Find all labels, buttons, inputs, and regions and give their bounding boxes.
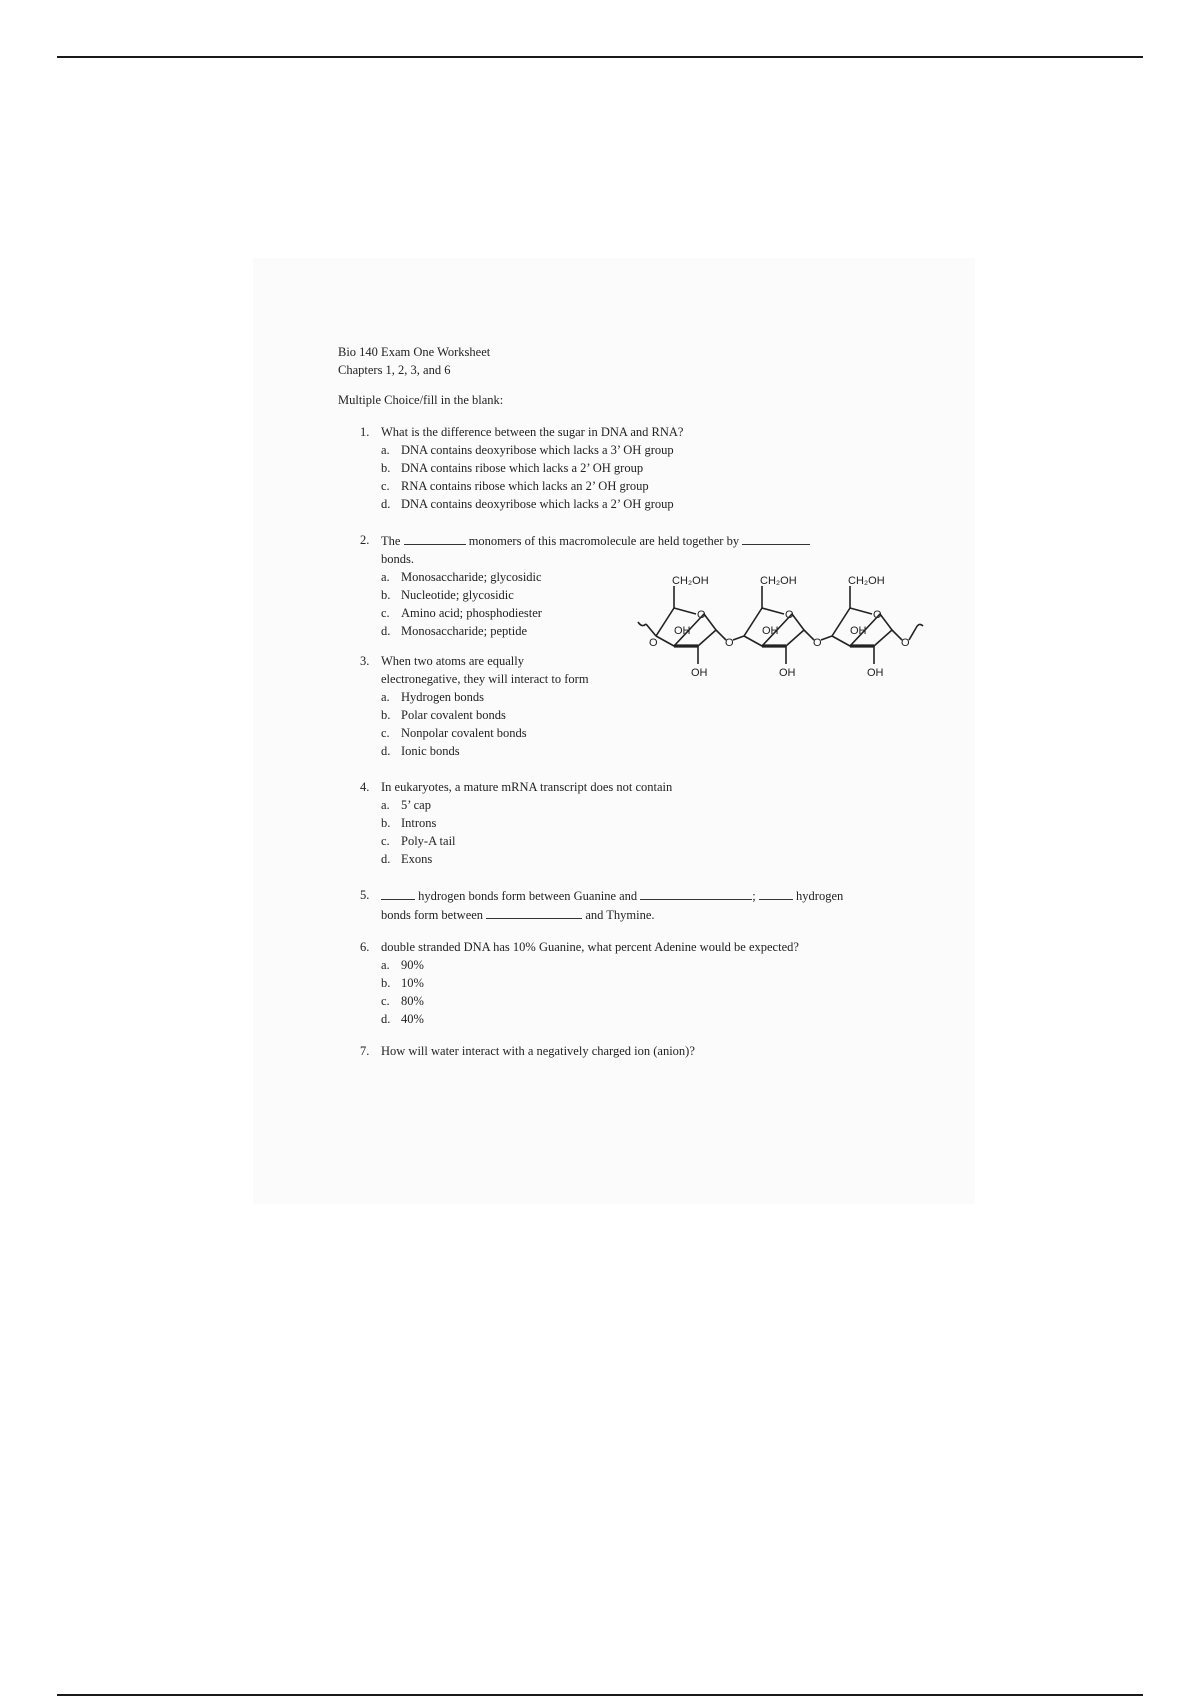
- section-label: Multiple Choice/fill in the blank:: [338, 393, 504, 407]
- option-text: Monosaccharide; peptide: [401, 624, 527, 638]
- option-letter: a.: [381, 443, 390, 457]
- answer-blank[interactable]: [742, 531, 810, 545]
- ch2oh-label: CH₂OH: [672, 575, 709, 587]
- question-7: [338, 1042, 898, 1060]
- option-text: 80%: [401, 994, 424, 1008]
- option-text: Poly-A tail: [401, 834, 456, 848]
- option-letter: a.: [381, 570, 390, 584]
- option-c[interactable]: [381, 477, 898, 495]
- question-1: [338, 423, 898, 441]
- question-text: In eukaryotes, a mature mRNA transcript does not contain: [381, 780, 673, 794]
- question-5: [338, 886, 898, 924]
- question-text-part-2: ;: [752, 889, 756, 903]
- question-text-part-5: and Thymine.: [585, 908, 655, 922]
- option-text: 40%: [401, 1012, 424, 1026]
- option-b[interactable]: [381, 706, 898, 724]
- polysaccharide-diagram: [634, 572, 924, 678]
- ch2oh-label: CH₂OH: [760, 575, 797, 587]
- option-text: Nucleotide; glycosidic: [401, 588, 514, 602]
- option-b[interactable]: [381, 459, 898, 477]
- question-text-part-1: hydrogen bonds form between Guanine and: [418, 889, 638, 903]
- question-2: [338, 531, 898, 568]
- option-letter: c.: [381, 606, 390, 620]
- question-text-post: bonds.: [381, 552, 414, 566]
- question-number: 6.: [360, 940, 370, 954]
- glycosidic-oxygen-label: O: [901, 637, 910, 649]
- option-text: Introns: [401, 816, 437, 830]
- option-a[interactable]: [381, 956, 898, 974]
- option-letter: d.: [381, 1012, 391, 1026]
- worksheet-content: [338, 343, 898, 1060]
- question-number: 1.: [360, 425, 370, 439]
- option-letter: c.: [381, 994, 390, 1008]
- option-c[interactable]: [381, 724, 898, 742]
- question-text-part-4: bonds form between: [381, 908, 484, 922]
- option-text: RNA contains ribose which lacks an 2’ OH group: [401, 479, 649, 493]
- answer-blank[interactable]: [404, 531, 466, 545]
- option-d[interactable]: [381, 495, 898, 513]
- option-text: Exons: [401, 852, 433, 866]
- option-text: Ionic bonds: [401, 744, 460, 758]
- question-text: double stranded DNA has 10% Guanine, what percent Adenine would be expected?: [381, 940, 799, 954]
- glycosidic-oxygen-label: O: [725, 637, 734, 649]
- option-letter: a.: [381, 958, 390, 972]
- option-b[interactable]: [381, 974, 898, 992]
- option-d[interactable]: [381, 850, 898, 868]
- option-d[interactable]: [381, 742, 898, 760]
- option-letter: a.: [381, 690, 390, 704]
- question-text-line-1: When two atoms are equally: [381, 654, 525, 668]
- answer-blank[interactable]: [381, 886, 415, 900]
- option-a[interactable]: [381, 796, 898, 814]
- option-a[interactable]: [381, 688, 898, 706]
- option-c[interactable]: [381, 832, 898, 850]
- option-text: 5’ cap: [401, 798, 431, 812]
- option-c[interactable]: [381, 992, 898, 1010]
- hydroxyl-label: OH: [867, 667, 884, 678]
- question-text-line-2: electronegative, they will interact to form: [381, 672, 589, 686]
- option-letter: b.: [381, 708, 391, 722]
- hydroxyl-label: OH: [691, 667, 708, 678]
- ch2oh-label: CH₂OH: [848, 575, 885, 587]
- answer-blank[interactable]: [759, 886, 793, 900]
- question-number: 3.: [360, 654, 370, 668]
- option-text: Amino acid; phosphodiester: [401, 606, 542, 620]
- question-3-options: [338, 688, 898, 760]
- option-letter: b.: [381, 816, 391, 830]
- question-text-part-3: hydrogen: [796, 889, 844, 903]
- option-letter: c.: [381, 834, 390, 848]
- option-letter: c.: [381, 479, 390, 493]
- option-text: Hydrogen bonds: [401, 690, 484, 704]
- question-text-pre: The: [381, 534, 401, 548]
- option-d[interactable]: [381, 1010, 898, 1028]
- hydroxyl-label: OH: [762, 625, 779, 637]
- top-rule: [57, 56, 1143, 58]
- question-6-options: [338, 956, 898, 1028]
- ring-oxygen-label: O: [697, 609, 706, 621]
- option-letter: b.: [381, 588, 391, 602]
- question-4-options: [338, 796, 898, 868]
- option-b[interactable]: [381, 814, 898, 832]
- option-text: DNA contains deoxyribose which lacks a 2’ OH group: [401, 497, 674, 511]
- question-6: [338, 938, 898, 956]
- option-letter: b.: [381, 461, 391, 475]
- question-number: 4.: [360, 780, 370, 794]
- option-letter: d.: [381, 624, 391, 638]
- answer-blank[interactable]: [486, 905, 582, 919]
- option-letter: d.: [381, 852, 391, 866]
- hydroxyl-label: OH: [674, 625, 691, 637]
- question-number: 5.: [360, 888, 370, 902]
- question-4: [338, 778, 898, 796]
- question-text: How will water interact with a negatively charged ion (anion)?: [381, 1044, 695, 1058]
- hydroxyl-label: OH: [850, 625, 867, 637]
- ring-oxygen-label: O: [785, 609, 794, 621]
- question-number: 2.: [360, 533, 370, 547]
- question-text-mid: monomers of this macromolecule are held together by: [468, 534, 740, 548]
- option-letter: c.: [381, 726, 390, 740]
- option-text: DNA contains deoxyribose which lacks a 3’ OH group: [401, 443, 674, 457]
- option-text: Nonpolar covalent bonds: [401, 726, 527, 740]
- option-letter: b.: [381, 976, 391, 990]
- question-text: [381, 531, 901, 568]
- hydroxyl-label: OH: [779, 667, 796, 678]
- option-text: Monosaccharide; glycosidic: [401, 570, 542, 584]
- polysaccharide-structure: [634, 572, 924, 678]
- glycosidic-oxygen-label: O: [649, 637, 658, 649]
- question-number: 7.: [360, 1044, 370, 1058]
- option-letter: d.: [381, 744, 391, 758]
- answer-blank[interactable]: [640, 886, 752, 900]
- worksheet-chapters: Chapters 1, 2, 3, and 6: [338, 363, 451, 377]
- option-a[interactable]: [381, 441, 898, 459]
- question-text: What is the difference between the sugar in DNA and RNA?: [381, 425, 684, 439]
- worksheet-title: Bio 140 Exam One Worksheet: [338, 345, 491, 359]
- question-1-options: [338, 441, 898, 513]
- option-text: 90%: [401, 958, 424, 972]
- option-letter: d.: [381, 497, 391, 511]
- ring-oxygen-label: O: [873, 609, 882, 621]
- glycosidic-oxygen-label: O: [813, 637, 822, 649]
- bottom-rule: [57, 1694, 1143, 1696]
- option-text: 10%: [401, 976, 424, 990]
- question-text: [381, 886, 898, 924]
- option-letter: a.: [381, 798, 390, 812]
- option-text: DNA contains ribose which lacks a 2’ OH group: [401, 461, 644, 475]
- option-text: Polar covalent bonds: [401, 708, 506, 722]
